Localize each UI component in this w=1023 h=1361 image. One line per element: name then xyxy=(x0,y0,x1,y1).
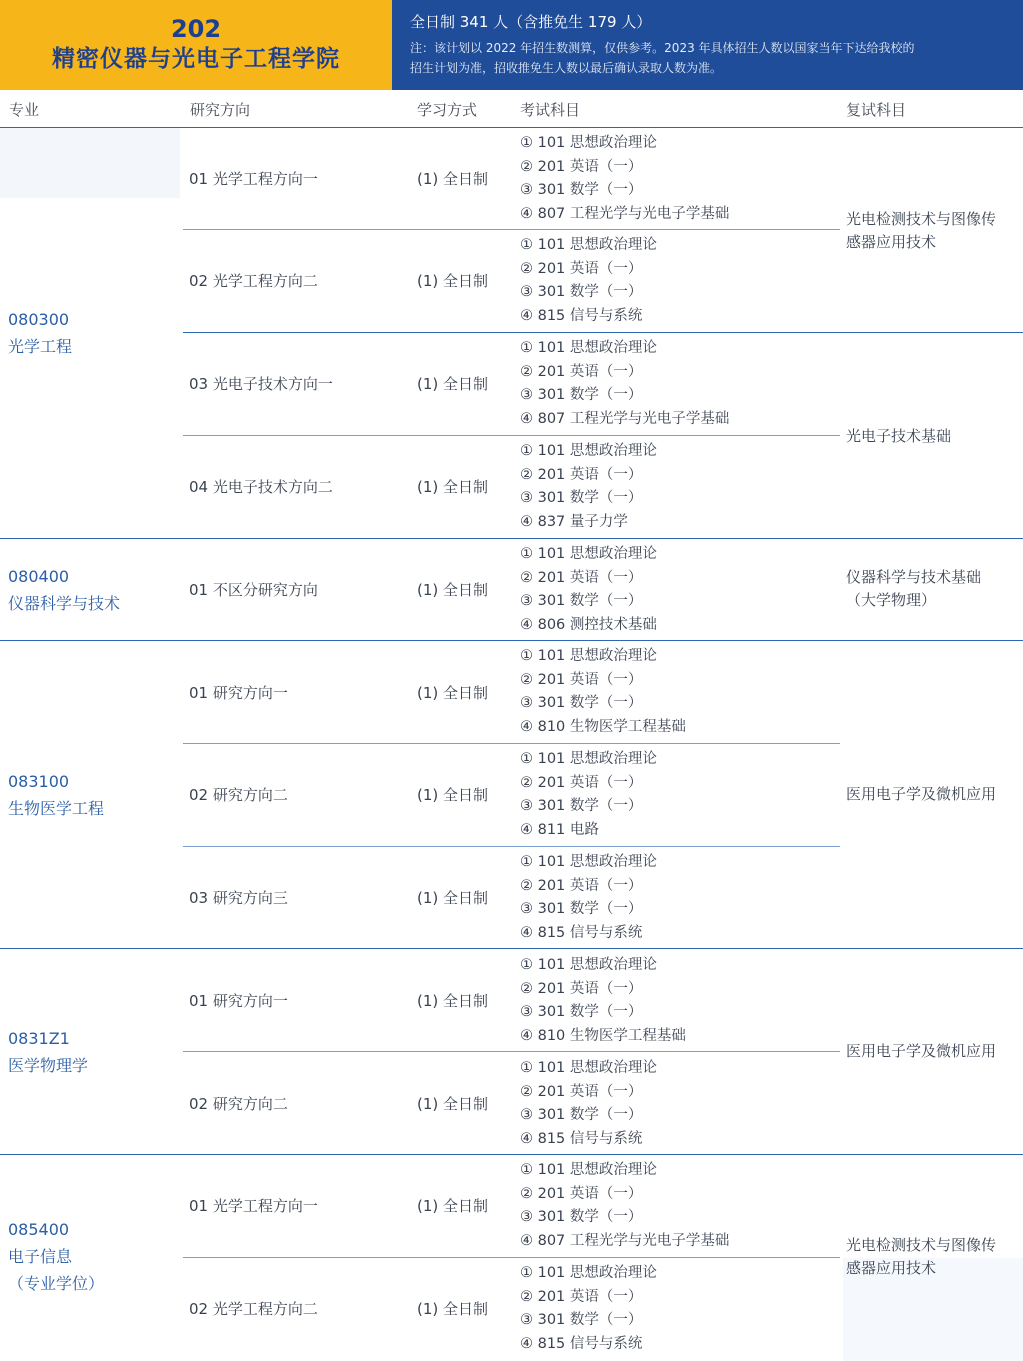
column-header-major: 专业 xyxy=(9,101,40,119)
subject-item: ② 201 英语（一） xyxy=(520,671,643,688)
major-cell xyxy=(8,306,72,360)
subject-item: ① 101 思想政治理论 xyxy=(520,648,657,664)
major-name: 医学物理学 xyxy=(8,1056,89,1075)
subject-item: ④ 807 工程光学与光电子学基础 xyxy=(520,1232,730,1249)
subject-item: ② 201 英语（一） xyxy=(520,569,643,586)
retest-cell xyxy=(846,783,1018,806)
column-header-subjects: 考试科目 xyxy=(520,101,581,119)
subject-item: ② 201 英语（一） xyxy=(520,363,643,380)
subject-item: ② 201 英语（一） xyxy=(520,158,643,175)
retest-line: 感器应用技术 xyxy=(846,1259,937,1277)
subjects-cell xyxy=(520,132,729,226)
subject-item: ① 101 思想政治理论 xyxy=(520,443,657,459)
table-header xyxy=(0,90,1023,128)
major-name: 仪器科学与技术 xyxy=(8,594,121,613)
direction-cell: 01 研究方向一 xyxy=(189,992,288,1010)
subject-item: ④ 810 生物医学工程基础 xyxy=(520,718,686,735)
subject-item: ③ 301 数学（一） xyxy=(520,284,643,301)
subject-item: ② 201 英语（一） xyxy=(520,1083,643,1100)
enrollment-note-line2: 招生计划为准，招收推免生人数以最后确认录取人数为准。 xyxy=(410,61,723,75)
retest-line: 医用电子学及微机应用 xyxy=(846,785,997,803)
mode-cell: (1) 全日制 xyxy=(417,581,489,599)
subject-item: ③ 301 数学（一） xyxy=(520,798,643,815)
subject-item: ③ 301 数学（一） xyxy=(520,593,643,610)
column-header-direction: 研究方向 xyxy=(190,101,251,119)
background-tint xyxy=(0,128,180,198)
group-divider xyxy=(0,640,1023,641)
row-divider xyxy=(183,435,840,436)
group-divider xyxy=(0,1154,1023,1155)
subject-item: ④ 815 信号与系统 xyxy=(520,307,643,324)
retest-cell xyxy=(846,1040,1018,1063)
subject-item: ③ 301 数学（一） xyxy=(520,1312,643,1329)
column-header-retest: 复试科目 xyxy=(846,101,907,119)
college-name: 精密仪器与光电子工程学院 xyxy=(52,46,340,72)
subject-item: ④ 807 工程光学与光电子学基础 xyxy=(520,410,730,427)
row-divider xyxy=(183,1051,840,1052)
group-divider xyxy=(0,948,1023,949)
direction-cell: 02 研究方向二 xyxy=(189,786,288,804)
subject-item: ② 201 英语（一） xyxy=(520,1288,643,1305)
retest-line: 医用电子学及微机应用 xyxy=(846,1042,997,1060)
subject-item: ③ 301 数学（一） xyxy=(520,182,643,199)
subjects-cell xyxy=(520,645,686,739)
major-code: 080300 xyxy=(8,310,70,329)
subject-item: ② 201 英语（一） xyxy=(520,1185,643,1202)
subject-item: ④ 815 信号与系统 xyxy=(520,1130,643,1147)
subject-item: ④ 811 电路 xyxy=(520,821,599,838)
retest-cell xyxy=(846,566,1018,612)
subject-item: ① 101 思想政治理论 xyxy=(520,1162,657,1178)
subject-item: ② 201 英语（一） xyxy=(520,980,643,997)
subject-item: ③ 301 数学（一） xyxy=(520,901,643,918)
subject-item: ① 101 思想政治理论 xyxy=(520,854,657,870)
college-title-block xyxy=(0,0,392,90)
major-cell xyxy=(8,563,120,617)
college-code: 202 xyxy=(170,15,222,43)
enrollment-note-line1: 注：该计划以 2022 年招生数测算，仅供参考。2023 年具体招生人数以国家当年下达给我校的 xyxy=(410,41,915,55)
direction-cell: 03 光电子技术方向一 xyxy=(189,375,333,393)
subject-item: ① 101 思想政治理论 xyxy=(520,135,657,151)
subject-item: ④ 837 量子力学 xyxy=(520,513,628,530)
direction-cell: 01 不区分研究方向 xyxy=(189,581,318,599)
subject-item: ③ 301 数学（一） xyxy=(520,387,643,404)
subjects-cell xyxy=(520,1262,657,1356)
major-name: 生物医学工程 xyxy=(8,799,105,818)
direction-cell: 02 研究方向二 xyxy=(189,1095,288,1113)
subjects-cell xyxy=(520,1057,657,1151)
retest-cell xyxy=(846,208,1018,254)
subjects-cell xyxy=(520,543,657,637)
column-header-mode: 学习方式 xyxy=(417,101,478,119)
mode-cell: (1) 全日制 xyxy=(417,375,489,393)
subject-item: ④ 815 信号与系统 xyxy=(520,1335,643,1352)
retest-line: 仪器科学与技术基础 xyxy=(846,568,982,586)
mode-cell: (1) 全日制 xyxy=(417,1095,489,1113)
mode-cell: (1) 全日制 xyxy=(417,478,489,496)
major-cell xyxy=(8,768,104,822)
direction-cell: 01 光学工程方向一 xyxy=(189,1197,318,1215)
subject-item: ① 101 思想政治理论 xyxy=(520,751,657,767)
row-divider xyxy=(183,1257,840,1258)
major-code: 083100 xyxy=(8,772,70,791)
mode-cell: (1) 全日制 xyxy=(417,889,489,907)
major-cell xyxy=(8,1216,104,1297)
subject-item: ③ 301 数学（一） xyxy=(520,1004,643,1021)
subject-item: ④ 815 信号与系统 xyxy=(520,924,643,941)
enrollment-quota: 全日制 341 人（含推免生 179 人） xyxy=(410,13,652,31)
mode-cell: (1) 全日制 xyxy=(417,1300,489,1318)
direction-cell: 02 光学工程方向二 xyxy=(189,272,318,290)
subjects-cell xyxy=(520,337,729,431)
mode-cell: (1) 全日制 xyxy=(417,1197,489,1215)
subjects-cell xyxy=(520,954,686,1048)
subject-item: ② 201 英语（一） xyxy=(520,877,643,894)
direction-cell: 01 研究方向一 xyxy=(189,684,288,702)
subjects-cell xyxy=(520,851,657,945)
major-code: 0831Z1 xyxy=(8,1029,70,1048)
subjects-cell xyxy=(520,234,657,328)
major-code: 085400 xyxy=(8,1220,70,1239)
major-code: 080400 xyxy=(8,567,70,586)
row-divider xyxy=(183,229,840,230)
mode-cell: (1) 全日制 xyxy=(417,992,489,1010)
subject-item: ③ 301 数学（一） xyxy=(520,695,643,712)
subject-item: ④ 806 测控技术基础 xyxy=(520,616,657,633)
direction-cell: 02 光学工程方向二 xyxy=(189,1300,318,1318)
retest-cell xyxy=(846,425,1018,448)
subject-item: ③ 301 数学（一） xyxy=(520,1107,643,1124)
subject-item: ① 101 思想政治理论 xyxy=(520,1265,657,1281)
mode-cell: (1) 全日制 xyxy=(417,272,489,290)
major-name: 电子信息 xyxy=(8,1247,73,1266)
subject-item: ① 101 思想政治理论 xyxy=(520,1060,657,1076)
subject-item: ② 201 英语（一） xyxy=(520,466,643,483)
major-name: 光学工程 xyxy=(8,337,73,356)
retest-line: 光电检测技术与图像传 xyxy=(846,1236,997,1254)
group-divider xyxy=(0,538,1023,539)
subjects-cell xyxy=(520,1159,729,1253)
direction-cell: 01 光学工程方向一 xyxy=(189,170,318,188)
subject-item: ① 101 思想政治理论 xyxy=(520,546,657,562)
subject-item: ④ 810 生物医学工程基础 xyxy=(520,1027,686,1044)
subject-item: ① 101 思想政治理论 xyxy=(520,237,657,253)
subject-item: ② 201 英语（一） xyxy=(520,260,643,277)
retest-line: 光电子技术基础 xyxy=(846,427,952,445)
major-extra: （专业学位） xyxy=(8,1274,105,1293)
direction-cell: 03 研究方向三 xyxy=(189,889,288,907)
mode-cell: (1) 全日制 xyxy=(417,170,489,188)
row-divider xyxy=(183,846,840,847)
enrollment-info-block xyxy=(392,0,1023,90)
direction-cell: 04 光电子技术方向二 xyxy=(189,478,333,496)
major-cell xyxy=(8,1025,88,1079)
retest-cell xyxy=(846,1234,1018,1280)
subject-item: ③ 301 数学（一） xyxy=(520,1209,643,1226)
row-divider xyxy=(183,743,840,744)
retest-line: 感器应用技术 xyxy=(846,233,937,251)
mode-cell: (1) 全日制 xyxy=(417,786,489,804)
subject-item: ③ 301 数学（一） xyxy=(520,490,643,507)
college-header xyxy=(0,0,1023,90)
subject-item: ① 101 思想政治理论 xyxy=(520,957,657,973)
subjects-cell xyxy=(520,440,657,534)
retest-line: 光电检测技术与图像传 xyxy=(846,210,997,228)
subject-item: ② 201 英语（一） xyxy=(520,774,643,791)
subject-item: ④ 807 工程光学与光电子学基础 xyxy=(520,205,730,222)
subjects-cell xyxy=(520,748,657,842)
subject-item: ① 101 思想政治理论 xyxy=(520,340,657,356)
mode-cell: (1) 全日制 xyxy=(417,684,489,702)
row-divider xyxy=(183,332,1023,333)
retest-line: （大学物理） xyxy=(846,591,937,609)
